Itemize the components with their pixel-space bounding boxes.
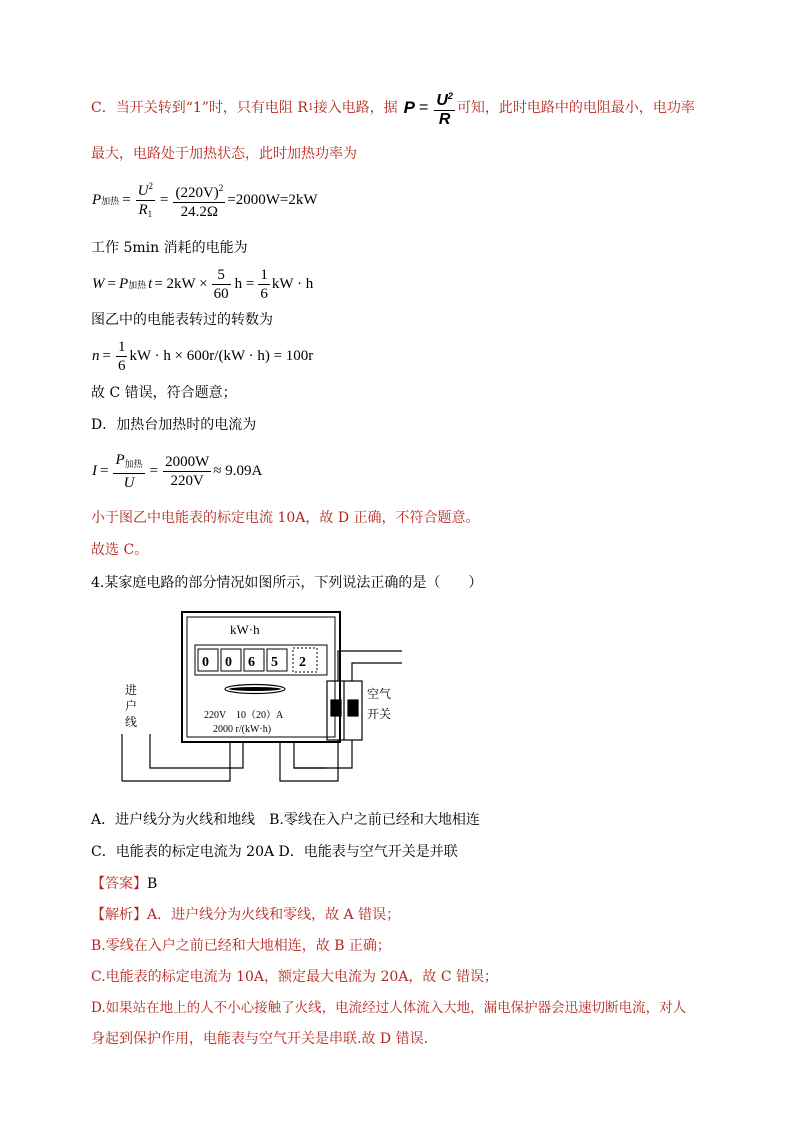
- eq1-result: =2000W=2kW: [227, 191, 318, 208]
- equation-current: [92, 450, 262, 492]
- section-d-conclusion: 小于图乙中电能表的标定电流 10A，故 D 正确，不符合题意。: [91, 510, 480, 526]
- meter-outer-frame: [182, 612, 340, 742]
- revolution-label: 图乙中的电能表转过的转数为: [91, 312, 273, 328]
- analysis-line2: B.零线在入户之前已经和大地相连，故 B 正确；: [91, 938, 391, 954]
- meter-circuit-figure: [112, 608, 422, 798]
- incoming-label-1: 进: [125, 683, 138, 697]
- eqd-result: ≈ 9.09A: [213, 462, 263, 479]
- eq1-u: U: [137, 183, 149, 199]
- question4-options-line1: A．进户线分为火线和地线 B.零线在入户之前已经和大地相连: [91, 812, 480, 828]
- eq1-fraction-u2-r1: [136, 178, 155, 222]
- formula-equals: =: [419, 99, 429, 116]
- analysis-label: 【解析】: [91, 907, 147, 923]
- section-c-conclusion-text: 可知，此时电路中的电阻最小，电功率: [456, 100, 695, 116]
- eq2-fraction-time: [212, 267, 231, 302]
- eqd-equals: =: [100, 462, 109, 479]
- formula-u2-over-r: [434, 88, 455, 128]
- eqd-voltage: 220V: [170, 472, 204, 489]
- formula-r: R: [438, 111, 451, 128]
- digit-1: 0: [202, 655, 209, 670]
- question4-answer: [91, 874, 157, 894]
- section-c-intro: C．当开关转到“1”时，只有电阻 R: [91, 100, 308, 116]
- meter-constant: 2000 r/(kW·h): [213, 724, 272, 735]
- section-c-according: 接入电路，据: [313, 100, 398, 116]
- eq1-p-sub: 加热: [101, 195, 120, 206]
- r1-subscript: 1: [307, 103, 314, 113]
- formula-u: U: [436, 92, 448, 109]
- eq2-fraction-result: [258, 267, 270, 302]
- eq3-equals: =: [102, 347, 111, 364]
- digit-5: 2: [299, 655, 306, 670]
- section-c-line2: 最大，电路处于加热状态，此时加热功率为: [91, 146, 357, 162]
- eq2-f1-num: 5: [212, 267, 231, 285]
- eq2-f2-num: 1: [260, 266, 268, 283]
- analysis-line3: C.电能表的标定电流为 10A，额定最大电流为 20A，故 C 错误；: [91, 969, 499, 985]
- eq3-fraction: [116, 339, 128, 374]
- formula-u-sup: 2: [447, 91, 453, 101]
- eq3-f-den: 6: [117, 357, 126, 374]
- equation-energy: [92, 264, 313, 304]
- eqd-i: I: [92, 462, 97, 479]
- eq2-equals: =: [107, 275, 116, 292]
- section-c-line1: [91, 90, 695, 126]
- question4-options-line2: C．电能表的标定电流为 20A D．电能表与空气开关是并联: [91, 844, 458, 860]
- digit-3: 6: [248, 655, 255, 670]
- eq2-h-equals: h =: [234, 275, 255, 292]
- eqd-fraction-values: [163, 454, 211, 489]
- equation-heating-power: [92, 180, 318, 220]
- eq3-rest: kW · h × 600r/(kW · h) = 100r: [129, 347, 314, 364]
- answer-label: 【答案】: [91, 876, 147, 892]
- eq2-f1-den: 60: [213, 285, 229, 302]
- eqd-fraction-p-u: [113, 452, 144, 491]
- equation-revolutions: [92, 336, 313, 376]
- answer-value: B: [147, 876, 158, 892]
- meter-rating: 220V 10（20）A: [204, 710, 284, 721]
- eq1-voltage: (220V): [175, 185, 219, 201]
- section-d-label: D．加热台加热时的电流为: [91, 417, 257, 433]
- eq1-equals: =: [122, 191, 131, 208]
- question4-stem: 4.某家庭电路的部分情况如图所示，下列说法正确的是（ ）: [91, 575, 483, 591]
- switch-label-1: 空气: [367, 687, 392, 701]
- eq1-voltage-sup: 2: [218, 183, 224, 193]
- eqd-equals-2: =: [149, 462, 159, 479]
- analysis-text-1: A．进户线分为火线和零线，故 A 错误；: [147, 907, 401, 923]
- switch-label-2: 开关: [367, 707, 392, 721]
- eq1-fraction-values: [173, 180, 225, 220]
- section-d-answer: 故选 C。: [91, 542, 149, 558]
- eq2-unit: kW · h: [271, 275, 314, 292]
- air-switch-lever-1: [331, 700, 341, 716]
- analysis-line1: [91, 905, 400, 925]
- incoming-label-2: 户: [125, 699, 138, 713]
- eq2-mid: = 2kW ×: [154, 275, 208, 292]
- eq3-n: n: [92, 347, 100, 364]
- eq1-equals-2: =: [160, 191, 169, 208]
- incoming-label-3: 线: [125, 715, 138, 729]
- analysis-line4: D.如果站在地上的人不小心接触了火线，电流经过人体流入大地，漏电保护器会迅速切断电流，对人: [91, 1000, 687, 1016]
- section-c-conclusion: 故 C 错误，符合题意；: [91, 385, 237, 401]
- air-switch: [327, 681, 362, 740]
- eq1-p: P: [92, 191, 102, 208]
- eqd-p: P: [115, 451, 125, 468]
- eqd-u: U: [123, 474, 135, 491]
- eq2-p-sub: 加热: [128, 279, 147, 290]
- eq2-f2-den: 6: [260, 285, 268, 302]
- formula-p-symbol: P: [403, 98, 416, 117]
- meter-unit-label: kW·h: [230, 622, 260, 637]
- eq1-u-sup: 2: [148, 181, 153, 191]
- meter-disc-center: [229, 687, 281, 691]
- air-switch-lever-2: [348, 700, 358, 716]
- analysis-line5: 身起到保护作用，电能表与空气开关是串联.故 D 错误.: [91, 1031, 429, 1047]
- eqd-p-sub: 加热: [124, 458, 143, 469]
- eq3-f-num: 1: [117, 338, 126, 355]
- eq2-w: W: [92, 275, 105, 292]
- eq1-r-sub: 1: [147, 209, 153, 219]
- eq1-resistance: 24.2Ω: [180, 204, 219, 220]
- eqd-power: 2000W: [165, 453, 210, 470]
- digit-4: 5: [271, 655, 278, 670]
- work-label: 工作 5min 消耗的电能为: [91, 240, 248, 256]
- digit-2: 0: [225, 655, 232, 670]
- eq2-p: P: [118, 275, 129, 292]
- eq1-r: R: [138, 202, 148, 218]
- eq2-t: t: [148, 275, 153, 292]
